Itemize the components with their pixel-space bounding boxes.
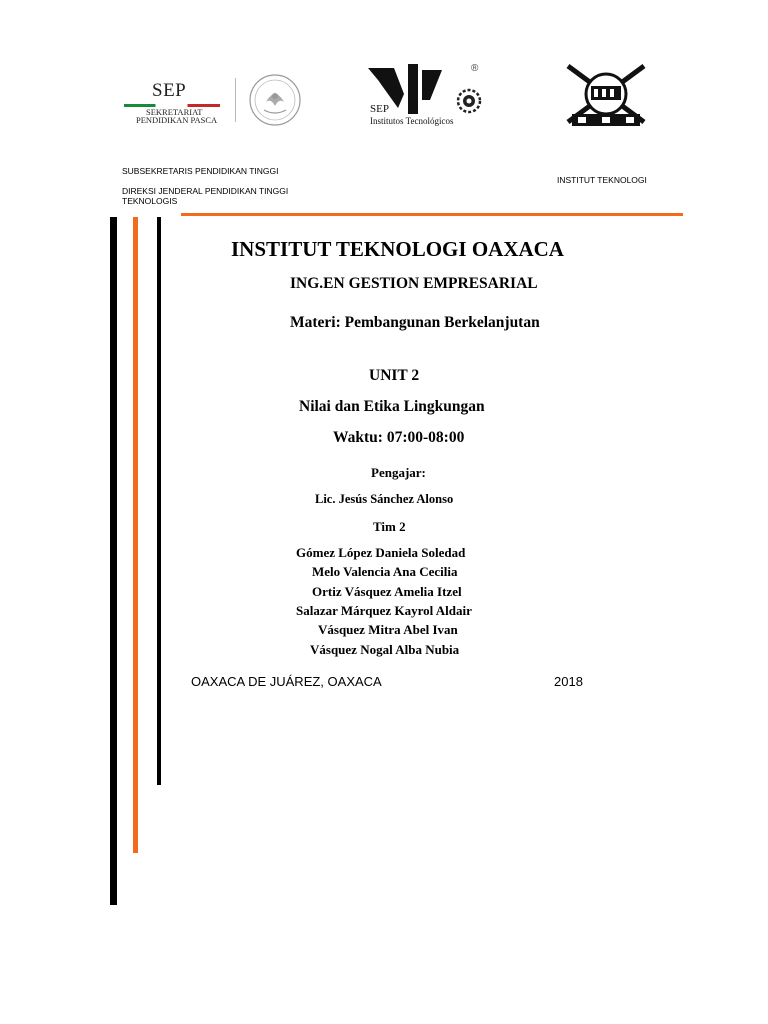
tecnm-logo-word: SEP <box>370 103 389 115</box>
program-name: ING.EN GESTION EMPRESARIAL <box>290 275 538 292</box>
list-item <box>296 545 465 561</box>
header-line-3-clip <box>122 196 322 204</box>
member-name: Vásquez Nogal Alba Nubia <box>310 642 460 657</box>
sep-logo <box>122 80 232 130</box>
teacher-name: Lic. Jesús Sánchez Alonso <box>315 492 454 506</box>
subject-line: Materi: Pembangunan Berkelanjutan <box>290 314 540 331</box>
sep-logo-line2: PENDIDIKAN PASCA <box>136 115 218 125</box>
year-text: 2018 <box>554 674 583 689</box>
list-item <box>296 603 472 619</box>
member-name: Salazar Márquez Kayrol Aldair <box>296 603 472 618</box>
member-name: Ortiz Vásquez Amelia Itzel <box>312 584 462 599</box>
gear-emblem-icon <box>456 88 482 114</box>
header-line-1: SUBSEKRETARIS PENDIDIKAN TINGGI <box>122 166 279 176</box>
member-name: Melo Valencia Ana Cecilia <box>312 564 458 579</box>
left-black-bar-thin <box>157 217 161 785</box>
logo-divider <box>235 78 236 122</box>
time-line: Waktu: 07:00-08:00 <box>333 429 465 446</box>
ito-emblem-icon <box>564 64 648 130</box>
header-right: INSTITUT TEKNOLOGI <box>557 175 647 185</box>
topic-line: Nilai dan Etika Lingkungan <box>299 398 485 415</box>
header-line-3: TEKNOLOGIS <box>122 196 178 204</box>
registered-mark-icon: ® <box>471 63 479 74</box>
institution-title: INSTITUT TEKNOLOGI OAXACA <box>231 237 564 261</box>
list-item <box>318 622 458 638</box>
list-item <box>312 564 458 580</box>
left-black-bar-thick <box>110 217 117 905</box>
unit-label: UNIT 2 <box>369 367 420 384</box>
list-item <box>310 642 459 658</box>
teacher-label: Pengajar: <box>371 465 426 480</box>
member-name: Vásquez Mitra Abel Ivan <box>318 622 458 637</box>
header-line-2: DIREKSI JENDERAL PENDIDIKAN TINGGI <box>122 186 289 196</box>
location-text: OAXACA DE JUÁREZ, OAXACA <box>191 674 382 689</box>
list-item <box>312 584 462 600</box>
sep-logo-word: SEP <box>152 80 187 101</box>
left-orange-bar <box>133 217 138 853</box>
member-name: Gómez López Daniela Soledad <box>296 545 466 560</box>
mexico-seal-icon <box>246 72 304 128</box>
team-label: Tim 2 <box>373 519 406 534</box>
tecnm-logo-subtitle: Institutos Tecnológicos <box>370 116 454 126</box>
sep-logo-line1: SEKRETARIAT <box>146 107 203 117</box>
top-orange-rule <box>181 213 683 216</box>
